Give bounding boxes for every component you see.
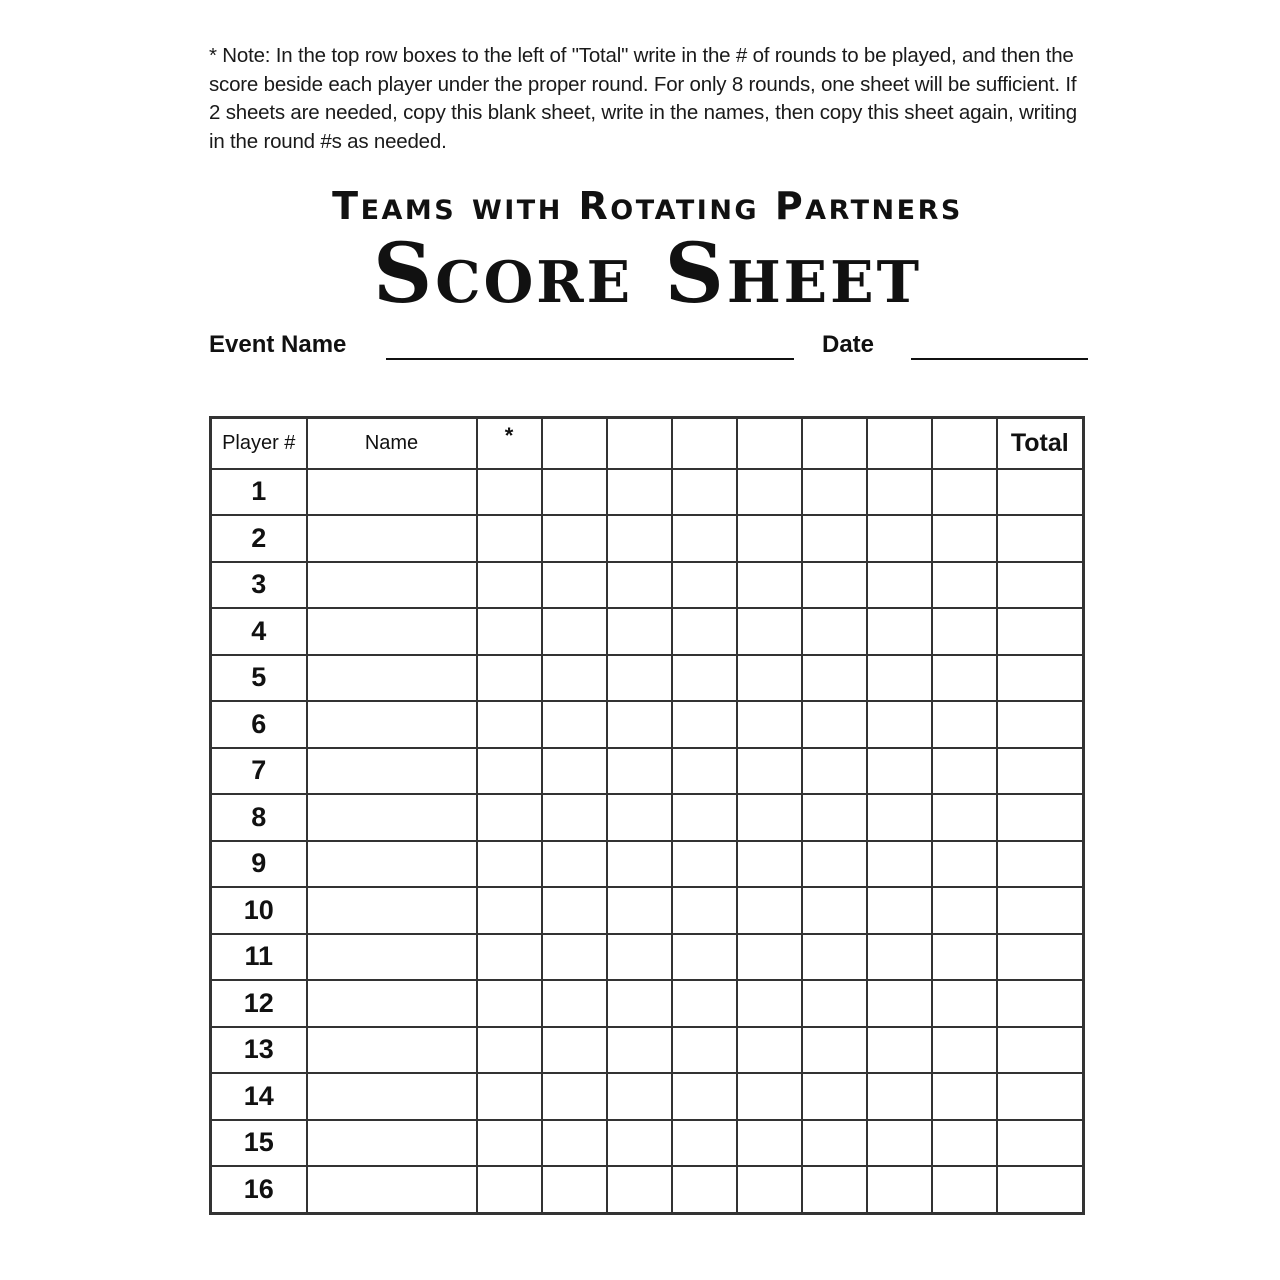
table-row — [211, 887, 1084, 934]
score-table — [209, 416, 1085, 1215]
total-score-cell[interactable] — [997, 748, 1084, 795]
round-score-cell[interactable] — [802, 934, 867, 981]
round-header-cell[interactable] — [932, 418, 997, 469]
player-number: 3 — [211, 562, 307, 609]
round-score-cell[interactable] — [932, 1120, 997, 1167]
round-score-cell[interactable] — [737, 515, 802, 562]
round-score-cell[interactable] — [737, 934, 802, 981]
round-score-cell[interactable] — [477, 469, 542, 516]
round-score-cell[interactable] — [867, 841, 932, 888]
round-score-cell[interactable] — [477, 1166, 542, 1213]
round-score-cell[interactable] — [607, 748, 672, 795]
round-score-cell[interactable] — [867, 1120, 932, 1167]
round-score-cell[interactable] — [542, 562, 607, 609]
round-score-cell[interactable] — [802, 841, 867, 888]
player-name-cell[interactable] — [307, 469, 477, 516]
round-score-cell[interactable] — [867, 608, 932, 655]
round-score-cell[interactable] — [672, 655, 737, 702]
round-score-cell[interactable] — [477, 1120, 542, 1167]
table-row — [211, 608, 1084, 655]
round-score-cell[interactable] — [607, 934, 672, 981]
player-number: 1 — [211, 469, 307, 516]
round-score-cell[interactable] — [542, 608, 607, 655]
round-score-cell[interactable] — [477, 1027, 542, 1074]
round-score-cell[interactable] — [607, 1027, 672, 1074]
table-row — [211, 515, 1084, 562]
round-score-cell[interactable] — [542, 841, 607, 888]
table-row — [211, 748, 1084, 795]
table-row — [211, 655, 1084, 702]
round-score-cell[interactable] — [737, 701, 802, 748]
player-number: 10 — [211, 887, 307, 934]
round-score-cell[interactable] — [542, 1166, 607, 1213]
player-name-cell[interactable] — [307, 1027, 477, 1074]
total-score-cell[interactable] — [997, 980, 1084, 1027]
round-score-cell[interactable] — [867, 980, 932, 1027]
round-score-cell[interactable] — [672, 887, 737, 934]
round-score-cell[interactable] — [672, 1073, 737, 1120]
round-score-cell[interactable] — [477, 1073, 542, 1120]
table-row — [211, 934, 1084, 981]
event-name-line[interactable] — [386, 358, 794, 360]
round-score-cell[interactable] — [477, 980, 542, 1027]
round-score-cell[interactable] — [477, 841, 542, 888]
round-score-cell[interactable] — [607, 841, 672, 888]
round-header-cell[interactable] — [542, 418, 607, 469]
round-score-cell[interactable] — [542, 794, 607, 841]
round-score-cell[interactable] — [802, 980, 867, 1027]
round-score-cell[interactable] — [737, 887, 802, 934]
round-score-cell[interactable] — [802, 515, 867, 562]
round-score-cell[interactable] — [672, 934, 737, 981]
round-score-cell[interactable] — [672, 608, 737, 655]
round-score-cell[interactable] — [477, 934, 542, 981]
round-score-cell[interactable] — [737, 655, 802, 702]
round-score-cell[interactable] — [607, 1073, 672, 1120]
player-number: 8 — [211, 794, 307, 841]
round-score-cell[interactable] — [542, 748, 607, 795]
total-score-cell[interactable] — [997, 701, 1084, 748]
player-name-cell[interactable] — [307, 980, 477, 1027]
player-name-cell[interactable] — [307, 515, 477, 562]
sheet-title: Score Sheet — [373, 226, 922, 322]
header-row — [211, 418, 1084, 469]
round-score-cell[interactable] — [802, 1027, 867, 1074]
round-score-cell[interactable] — [607, 608, 672, 655]
round-score-cell[interactable] — [607, 701, 672, 748]
round-score-cell[interactable] — [802, 1120, 867, 1167]
round-score-cell[interactable] — [932, 562, 997, 609]
player-number: 11 — [211, 934, 307, 981]
round-score-cell[interactable] — [607, 515, 672, 562]
round-score-cell[interactable] — [932, 1027, 997, 1074]
round-score-cell[interactable] — [737, 1027, 802, 1074]
name-header: Name — [307, 418, 477, 469]
round-score-cell[interactable] — [477, 562, 542, 609]
round-score-cell[interactable] — [737, 748, 802, 795]
table-row — [211, 1166, 1084, 1213]
round-score-cell[interactable] — [867, 469, 932, 516]
instructions-note: * Note: In the top row boxes to the left of "Total" write in the # of rounds to be played, and then the score beside each player under the proper round. For only 8 rounds, one sheet will be sufficient. If 2 sheets are needed, copy this blank sheet, write in the names, then copy this sheet again, writing in the round #s as needed. — [209, 44, 1077, 153]
total-score-cell[interactable] — [997, 515, 1084, 562]
player-name-cell[interactable] — [307, 608, 477, 655]
round-score-cell[interactable] — [867, 562, 932, 609]
round-score-cell[interactable] — [477, 655, 542, 702]
round-score-cell[interactable] — [932, 887, 997, 934]
player-number: 9 — [211, 841, 307, 888]
round-score-cell[interactable] — [737, 794, 802, 841]
round-score-cell[interactable] — [932, 748, 997, 795]
round-header-cell[interactable] — [672, 418, 737, 469]
table-row — [211, 980, 1084, 1027]
round-score-cell[interactable] — [867, 1073, 932, 1120]
round-score-cell[interactable] — [672, 469, 737, 516]
round-score-cell[interactable] — [932, 608, 997, 655]
round-score-cell[interactable] — [672, 980, 737, 1027]
round-score-cell[interactable] — [607, 655, 672, 702]
total-score-cell[interactable] — [997, 608, 1084, 655]
round-score-cell[interactable] — [607, 1166, 672, 1213]
round-score-cell[interactable] — [607, 887, 672, 934]
round-score-cell[interactable] — [737, 1166, 802, 1213]
round-score-cell[interactable] — [867, 515, 932, 562]
round-score-cell[interactable] — [867, 748, 932, 795]
player-name-cell[interactable] — [307, 1166, 477, 1213]
round-score-cell[interactable] — [542, 1120, 607, 1167]
total-score-cell[interactable] — [997, 887, 1084, 934]
table-row — [211, 562, 1084, 609]
round-header-star: * — [477, 418, 542, 469]
round-score-cell[interactable] — [737, 980, 802, 1027]
table-row — [211, 1027, 1084, 1074]
round-score-cell[interactable] — [477, 748, 542, 795]
round-score-cell[interactable] — [802, 794, 867, 841]
round-score-cell[interactable] — [932, 794, 997, 841]
round-score-cell[interactable] — [932, 655, 997, 702]
round-score-cell[interactable] — [867, 934, 932, 981]
player-number: 7 — [211, 748, 307, 795]
player-name-cell[interactable] — [307, 1073, 477, 1120]
round-score-cell[interactable] — [542, 934, 607, 981]
player-number: 5 — [211, 655, 307, 702]
round-score-cell[interactable] — [542, 887, 607, 934]
round-score-cell[interactable] — [542, 655, 607, 702]
round-header-cell[interactable] — [737, 418, 802, 469]
table-row — [211, 469, 1084, 516]
total-score-cell[interactable] — [997, 794, 1084, 841]
round-score-cell[interactable] — [932, 841, 997, 888]
round-score-cell[interactable] — [672, 794, 737, 841]
player-name-cell[interactable] — [307, 748, 477, 795]
total-score-cell[interactable] — [997, 469, 1084, 516]
event-name-label: Event Name — [209, 331, 347, 358]
round-score-cell[interactable] — [672, 1027, 737, 1074]
player-name-cell[interactable] — [307, 887, 477, 934]
table-row — [211, 1120, 1084, 1167]
round-score-cell[interactable] — [867, 887, 932, 934]
round-score-cell[interactable] — [932, 469, 997, 516]
round-score-cell[interactable] — [737, 841, 802, 888]
player-number: 14 — [211, 1073, 307, 1120]
round-score-cell[interactable] — [802, 887, 867, 934]
round-score-cell[interactable] — [932, 934, 997, 981]
round-score-cell[interactable] — [802, 608, 867, 655]
round-score-cell[interactable] — [477, 701, 542, 748]
round-score-cell[interactable] — [737, 1073, 802, 1120]
round-score-cell[interactable] — [672, 1166, 737, 1213]
player-name-cell[interactable] — [307, 562, 477, 609]
round-score-cell[interactable] — [477, 608, 542, 655]
player-number: 16 — [211, 1166, 307, 1213]
player-number: 4 — [211, 608, 307, 655]
round-header-cell[interactable] — [802, 418, 867, 469]
table-row — [211, 1073, 1084, 1120]
player-number: 2 — [211, 515, 307, 562]
round-score-cell[interactable] — [672, 515, 737, 562]
round-score-cell[interactable] — [542, 1073, 607, 1120]
player-number: 12 — [211, 980, 307, 1027]
player-name-cell[interactable] — [307, 1120, 477, 1167]
round-score-cell[interactable] — [477, 794, 542, 841]
round-score-cell[interactable] — [802, 562, 867, 609]
round-score-cell[interactable] — [477, 887, 542, 934]
round-score-cell[interactable] — [867, 701, 932, 748]
total-score-cell[interactable] — [997, 1073, 1084, 1120]
total-score-cell[interactable] — [997, 934, 1084, 981]
player-number: 15 — [211, 1120, 307, 1167]
round-score-cell[interactable] — [607, 562, 672, 609]
player-number: 13 — [211, 1027, 307, 1074]
round-score-cell[interactable] — [672, 748, 737, 795]
round-score-cell[interactable] — [932, 1166, 997, 1213]
round-score-cell[interactable] — [542, 515, 607, 562]
round-score-cell[interactable] — [672, 841, 737, 888]
round-score-cell[interactable] — [737, 562, 802, 609]
round-score-cell[interactable] — [932, 701, 997, 748]
player-name-cell[interactable] — [307, 934, 477, 981]
round-header-cell[interactable] — [607, 418, 672, 469]
total-header: Total — [997, 418, 1084, 469]
round-score-cell[interactable] — [607, 794, 672, 841]
round-score-cell[interactable] — [737, 469, 802, 516]
total-score-cell[interactable] — [997, 562, 1084, 609]
round-score-cell[interactable] — [542, 701, 607, 748]
round-score-cell[interactable] — [607, 980, 672, 1027]
date-label: Date — [822, 331, 875, 358]
round-score-cell[interactable] — [607, 1120, 672, 1167]
total-score-cell[interactable] — [997, 1027, 1084, 1074]
round-score-cell[interactable] — [802, 701, 867, 748]
round-score-cell[interactable] — [542, 469, 607, 516]
round-score-cell[interactable] — [867, 1027, 932, 1074]
round-score-cell[interactable] — [932, 980, 997, 1027]
round-score-cell[interactable] — [867, 1166, 932, 1213]
round-score-cell[interactable] — [867, 794, 932, 841]
player-number: 6 — [211, 701, 307, 748]
player-rows — [211, 469, 1084, 1214]
round-score-cell[interactable] — [542, 980, 607, 1027]
total-score-cell[interactable] — [997, 1166, 1084, 1213]
round-header-cell[interactable] — [867, 418, 932, 469]
total-score-cell[interactable] — [997, 1120, 1084, 1167]
round-score-cell[interactable] — [672, 701, 737, 748]
table-row — [211, 701, 1084, 748]
round-score-cell[interactable] — [932, 515, 997, 562]
player-name-cell[interactable] — [307, 701, 477, 748]
table-row — [211, 841, 1084, 888]
round-score-cell[interactable] — [607, 469, 672, 516]
round-score-cell[interactable] — [802, 748, 867, 795]
round-score-cell[interactable] — [737, 1120, 802, 1167]
player-name-cell[interactable] — [307, 841, 477, 888]
total-score-cell[interactable] — [997, 841, 1084, 888]
sheet-subtitle: Teams with Rotating Partners — [332, 184, 963, 228]
round-score-cell[interactable] — [867, 655, 932, 702]
round-score-cell[interactable] — [672, 1120, 737, 1167]
round-score-cell[interactable] — [737, 608, 802, 655]
table-row — [211, 794, 1084, 841]
date-line[interactable] — [911, 358, 1088, 360]
total-score-cell[interactable] — [997, 655, 1084, 702]
player-name-cell[interactable] — [307, 655, 477, 702]
player-number-header: Player # — [211, 418, 307, 469]
round-score-cell[interactable] — [477, 515, 542, 562]
round-score-cell[interactable] — [802, 655, 867, 702]
round-score-cell[interactable] — [802, 1166, 867, 1213]
round-score-cell[interactable] — [802, 1073, 867, 1120]
round-score-cell[interactable] — [802, 469, 867, 516]
round-score-cell[interactable] — [672, 562, 737, 609]
player-name-cell[interactable] — [307, 794, 477, 841]
round-score-cell[interactable] — [542, 1027, 607, 1074]
round-score-cell[interactable] — [932, 1073, 997, 1120]
